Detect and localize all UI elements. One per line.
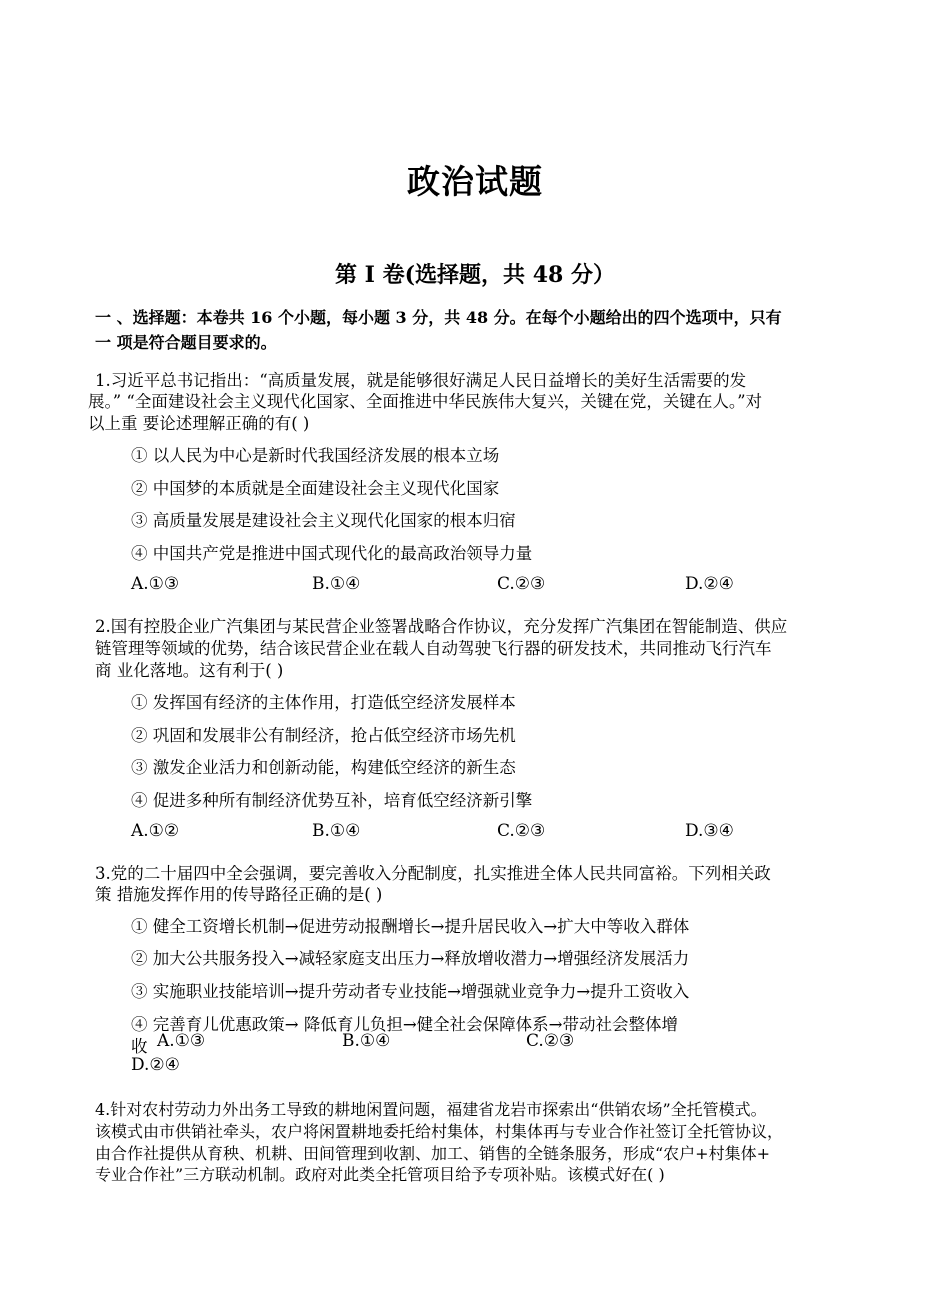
q3-answer-a: A.①③ (157, 1031, 206, 1051)
q1-stem-line-1: 1.习近平总书记指出：“高质量发展，就是能够很好满足人民日益增长的美好生活需要的发 (95, 371, 747, 390)
q2-option-3: ③ 激发企业活力和创新动能，构建低空经济的新生态 (131, 758, 516, 777)
q3-answer-c: C.②③ (526, 1031, 575, 1051)
q2-option-1: ① 发挥国有经济的主体作用，打造低空经济发展样本 (131, 693, 516, 712)
q1-option-4: ④ 中国共产党是推进中国式现代化的最高政治领导力量 (131, 544, 533, 563)
q1-option-2: ② 中国梦的本质就是全面建设社会主义现代化国家 (131, 479, 500, 498)
q3-answer-d: D.②④ (131, 1055, 180, 1075)
q4-stem-line-3: 由合作社提供从育秧、机耕、田间管理到收割、加工、销售的全链条服务，形成“农户+村集体+ (95, 1144, 770, 1163)
q2-answer-b: B.①④ (312, 821, 361, 841)
q1-answer-a: A.①③ (131, 574, 180, 594)
q2-answer-a: A.①② (131, 821, 180, 841)
q3-option-4: ④ 完善育儿优惠政策→ 降低育儿负担→健全社会保障体系→带动社会整体增 (131, 1015, 678, 1034)
instructions-line-1: 一 、选择题：本卷共 16 个小题，每小题 3 分，共 48 分。在每个小题给出的四个选项中，只有 (95, 308, 782, 327)
q4-stem-line-2: 该模式由市供销社牵头，农户将闲置耕地委托给村集体，村集体再与专业合作社签订全托管协议， (95, 1122, 784, 1141)
q2-answer-d: D.③④ (685, 821, 734, 841)
page-title: 政治试题 (407, 162, 543, 201)
q2-option-2: ② 巩固和发展非公有制经济，抢占低空经济市场先机 (131, 726, 516, 745)
section-heading: 第 I 卷(选择题，共 48 分） (335, 262, 615, 288)
q1-option-1: ① 以人民为中心是新时代我国经济发展的根本立场 (131, 446, 500, 465)
q3-option-4-continuation: 收 (131, 1037, 148, 1056)
q2-stem-line-1: 2.国有控股企业广汽集团与某民营企业签署战略合作协议，充分发挥广汽集团在智能制造、供应 (95, 617, 788, 636)
q2-stem-line-3: 商 业化落地。这有利于( ) (95, 661, 284, 680)
q3-option-1: ① 健全工资增长机制→促进劳动报酬增长→提升居民收入→扩大中等收入群体 (131, 917, 690, 936)
q1-stem-line-3: 以上重 要论述理解正确的有( ) (88, 414, 310, 433)
q4-stem-line-1: 4.针对农村劳动力外出务工导致的耕地闲置问题，福建省龙岩市探索出“供销农场”全托管模式。 (95, 1100, 767, 1119)
q2-option-4: ④ 促进多种所有制经济优势互补，培育低空经济新引擎 (131, 791, 533, 810)
q1-answer-b: B.①④ (312, 574, 361, 594)
q2-stem-line-2: 链管理等领域的优势，结合该民营企业在载人自动驾驶飞行器的研发技术，共同推动飞行汽车 (95, 639, 772, 658)
instructions-line-2: 一 项是符合题目要求的。 (95, 333, 277, 352)
q3-option-2: ② 加大公共服务投入→减轻家庭支出压力→释放增收潜力→增强经济发展活力 (131, 949, 690, 968)
q3-stem-line-1: 3.党的二十届四中全会强调，要完善收入分配制度，扎实推进全体人民共同富裕。下列相关政 (95, 864, 771, 883)
q3-option-3: ③ 实施职业技能培训→提升劳动者专业技能→增强就业竞争力→提升工资收入 (131, 982, 690, 1001)
q1-option-3: ③ 高质量发展是建设社会主义现代化国家的根本归宿 (131, 511, 516, 530)
q1-answer-d: D.②④ (685, 574, 734, 594)
q2-answer-c: C.②③ (497, 821, 546, 841)
q3-stem-line-2: 策 措施发挥作用的传导路径正确的是( ) (95, 885, 383, 904)
q1-answer-c: C.②③ (497, 574, 546, 594)
q4-stem-line-4: 专业合作社”三方联动机制。政府对此类全托管项目给予专项补贴。该模式好在( ) (95, 1165, 665, 1184)
q1-stem-line-2: 展。” “全面建设社会主义现代化国家、全面推进中华民族伟大复兴，关键在党，关键在人。”对 (88, 392, 763, 411)
q3-answer-b: B.①④ (342, 1031, 391, 1051)
